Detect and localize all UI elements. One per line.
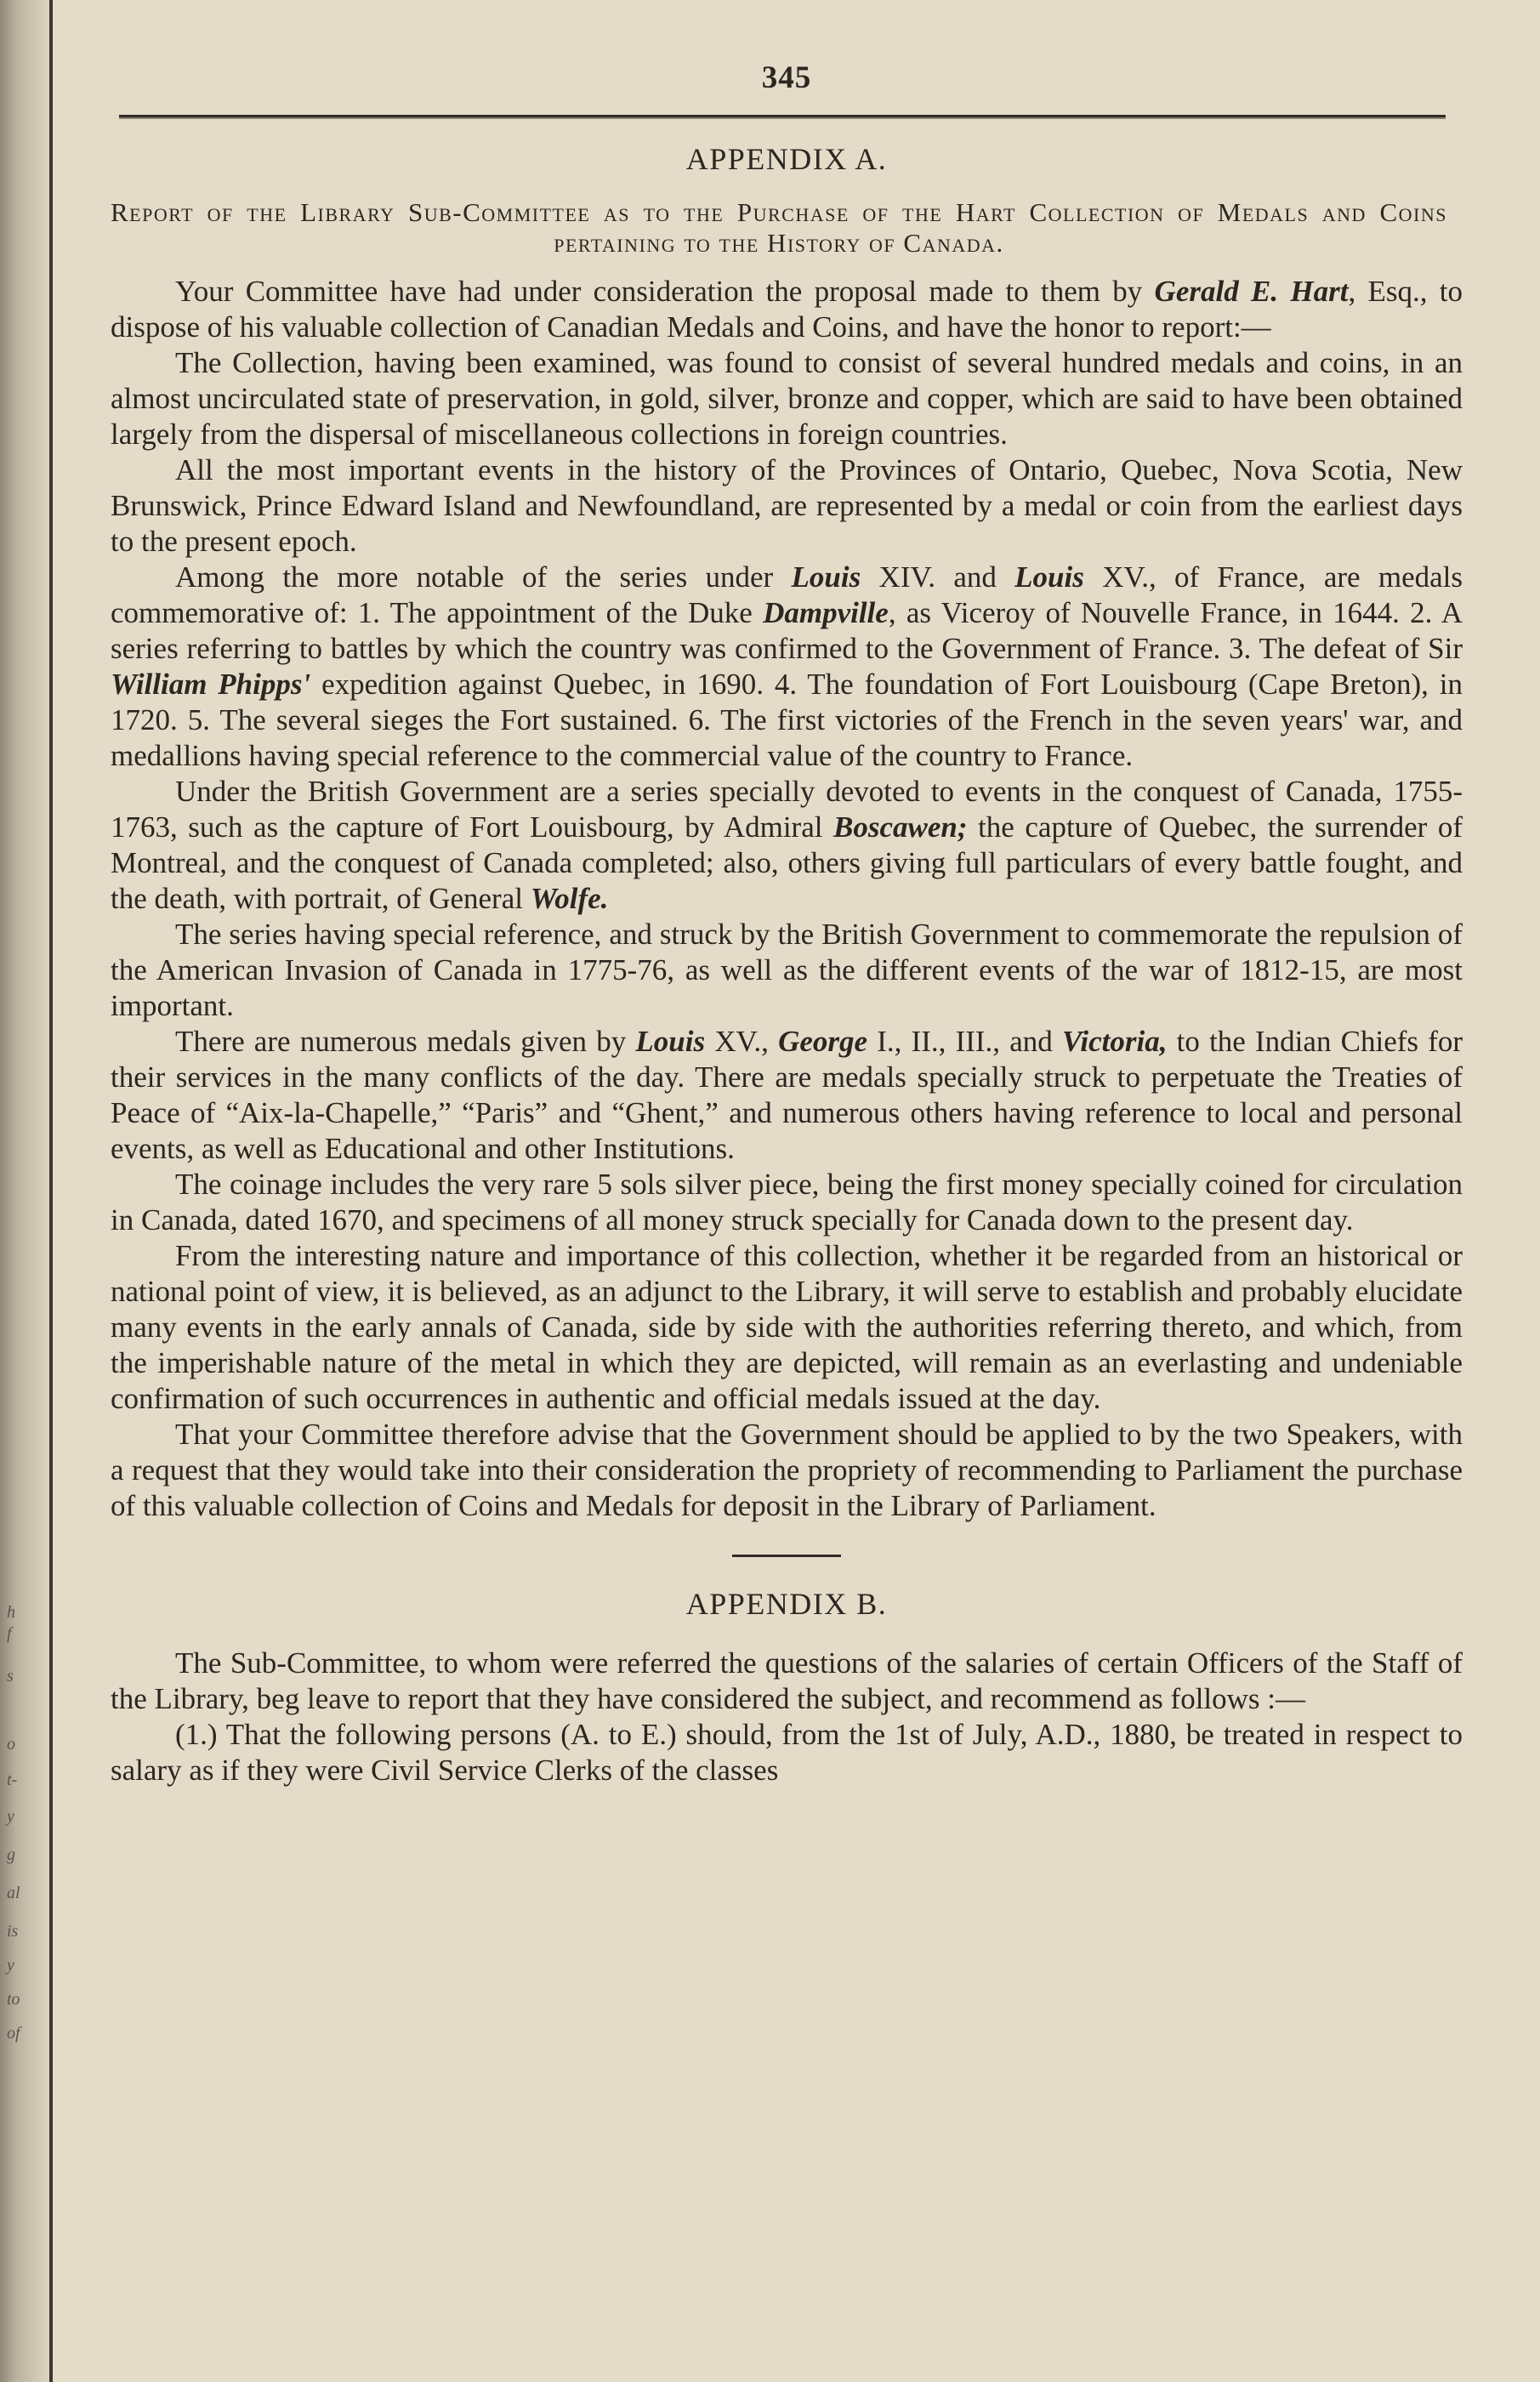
paragraph: The Sub-Committee, to whom were referred the questions of the salaries of certain Officers of the Staff of the Library, beg leave to report that they have considered the subject, and recommend as follows :— xyxy=(111,1646,1463,1715)
paragraph: The Collection, having been examined, was found to consist of several hundred medals and coins, in an almost uncirculated state of preservation, in gold, silver, bronze and copper, which are said to have been obtained largely from the dispersal of miscellaneous collections in foreign countries. xyxy=(111,346,1463,451)
paragraph: All the most important events in the history of the Provinces of Ontario, Quebec, Nova Scotia, New Brunswick, Prince Edward Island and Newfoundland, are represented by a medal or coin from the earliest days to the present epoch. xyxy=(111,453,1463,558)
appendix-a-heading: APPENDIX A. xyxy=(685,142,888,176)
paragraph: Among the more notable of the series under Louis XIV. and Louis XV., of France, are medals commemorative of: 1. The appointment of the Duke Dampville, as Viceroy of Nouvelle France, in 1644. 2. A series referring to battles by which the country was confirmed to the Government of France. 3. The defeat of Sir William Phipps' expedition against Quebec, in 1690. 4. The foundation of Fort Louisbourg (Cape Breton), in 1720. 5. The several sieges the Fort sustained. 6. The first victories of the French in the seven years' war, and medallions having special reference to the commercial value of the country to France. xyxy=(111,560,1463,772)
binding-edge xyxy=(49,0,53,2382)
margin-fragment: s xyxy=(7,1667,14,1686)
section-divider xyxy=(732,1555,841,1557)
margin-fragment: of xyxy=(7,2024,20,2043)
paragraph: Your Committee have had under consideration the proposal made to them by Gerald E. Hart, Esq., to dispose of his valuable collection of Canadian Medals and Coins, and have the honor to report:— xyxy=(111,275,1463,344)
appendix-b-heading: APPENDIX B. xyxy=(685,1587,888,1621)
appendix-b xyxy=(111,1586,1463,1788)
appendix-a-title: Report of the Library Sub-Committee as to the Purchase of the Hart Collection of Medals and Coins pertaining to the History of Canada. xyxy=(111,197,1447,258)
margin-fragment: o xyxy=(7,1735,15,1754)
paragraph: There are numerous medals given by Louis XV., George I., II., III., and Victoria, to the Indian Chiefs for their services in the many conflicts of the day. There are medals specially struck to perpetuate the Treaties of Peace of “Aix-la-Chapelle,” “Paris” and “Ghent,” and numerous others having reference to local and personal events, as well as Educational and other Institutions. xyxy=(111,1025,1463,1165)
paragraph: The coinage includes the very rare 5 sols silver piece, being the first money specially coined for circulation in Canada, dated 1670, and specimens of all money struck specially for Canada down to the present day. xyxy=(111,1168,1463,1236)
appendix-a xyxy=(111,141,1463,1524)
paragraph: From the interesting nature and importance of this collection, whether it be regarded from an historical or national point of view, it is believed, as an adjunct to the Library, it will serve to establish and probably elucidate many events in the early annals of Canada, side by side with the authorities referring thereto, and which, from the imperishable nature of the metal in which they are depicted, will remain as an everlasting and undeniable confirmation of such occurrences in authentic and official medals issued at the day. xyxy=(111,1239,1463,1415)
margin-fragment: g xyxy=(7,1845,15,1864)
margin-fragment: y xyxy=(7,1807,14,1826)
margin-fragment: is xyxy=(7,1922,19,1941)
margin-fragment: y xyxy=(7,1956,14,1975)
margin-fragment: h xyxy=(7,1603,15,1622)
paragraph: Under the British Government are a series specially devoted to events in the conquest of Canada, 1755-1763, such as the capture of Fort Louisbourg, by Admiral Boscawen; the capture of Quebec, the surrender of Montreal, and the conquest of Canada completed; also, others giving full particulars of every battle fought, and the death, with portrait, of General Wolfe. xyxy=(111,775,1463,915)
paragraph: The series having special reference, and struck by the British Government to commemorate the repulsion of the American Invasion of Canada in 1775-76, as well as the different events of the war of 1812-15, are most important. xyxy=(111,918,1463,1022)
page-number: 345 xyxy=(761,60,812,95)
paragraph: That your Committee therefore advise that the Government should be applied to by the two Speakers, with a request that they would take into their consideration the propriety of recommending to Parliament the purchase of this valuable collection of Coins and Medals for deposit in the Library of Parliament. xyxy=(111,1418,1463,1522)
margin-fragment: al xyxy=(7,1884,20,1902)
document-page xyxy=(111,60,1463,1788)
paragraph: (1.) That the following persons (A. to E.) should, from the 1st of July, A.D., 1880, be treated in respect to salary as if they were Civil Service Clerks of the classes xyxy=(111,1718,1463,1787)
header-rule xyxy=(119,115,1446,119)
margin-fragment: f xyxy=(7,1624,12,1643)
margin-fragment: t- xyxy=(7,1771,18,1789)
margin-fragment: to xyxy=(7,1990,20,2009)
